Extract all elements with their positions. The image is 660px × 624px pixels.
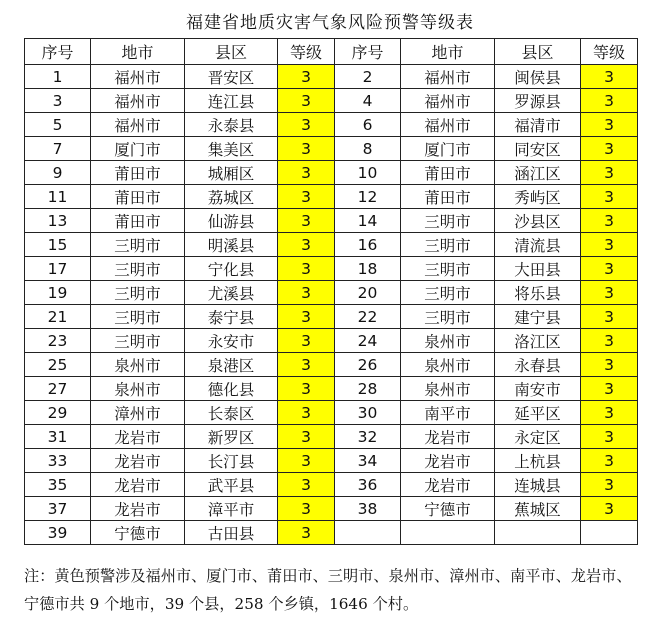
- level-cell: 3: [278, 473, 335, 497]
- city-cell: 三明市: [91, 233, 185, 257]
- row-number-cell: 23: [25, 329, 91, 353]
- row-number-cell: 15: [25, 233, 91, 257]
- city-cell: 泉州市: [91, 353, 185, 377]
- level-cell: 3: [278, 89, 335, 113]
- county-cell: 洛江区: [495, 329, 581, 353]
- table-row: [25, 449, 638, 473]
- county-cell: 晋安区: [185, 65, 278, 89]
- warning-level-table: [24, 38, 638, 545]
- level-cell: 3: [278, 257, 335, 281]
- county-cell: 延平区: [495, 401, 581, 425]
- level-cell: 3: [278, 497, 335, 521]
- header-cell-level: 等级: [581, 39, 638, 65]
- county-cell: 武平县: [185, 473, 278, 497]
- footnote: 注：黄色预警涉及福州市、厦门市、莆田市、三明市、泉州市、漳州市、南平市、龙岩市、宁德市共 9 个地市，39 个县，258 个乡镇，1646 个村。: [24, 567, 632, 613]
- level-cell: 3: [581, 401, 638, 425]
- city-cell: 厦门市: [401, 137, 495, 161]
- city-cell: 福州市: [91, 89, 185, 113]
- level-cell: 3: [278, 449, 335, 473]
- table-row: [25, 113, 638, 137]
- city-cell: 莆田市: [91, 185, 185, 209]
- level-cell: 3: [581, 353, 638, 377]
- table-row: [25, 521, 638, 545]
- row-number-cell: 6: [335, 113, 401, 137]
- table-row: [25, 185, 638, 209]
- row-number-cell: 10: [335, 161, 401, 185]
- city-cell: 泉州市: [401, 329, 495, 353]
- county-cell: 永定区: [495, 425, 581, 449]
- level-cell: 3: [278, 161, 335, 185]
- level-cell: 3: [278, 425, 335, 449]
- row-number-cell: 13: [25, 209, 91, 233]
- level-cell: 3: [581, 209, 638, 233]
- city-cell: 泉州市: [401, 377, 495, 401]
- city-cell: 三明市: [401, 233, 495, 257]
- city-cell: 龙岩市: [401, 473, 495, 497]
- level-cell: 3: [278, 65, 335, 89]
- city-cell: 莆田市: [91, 209, 185, 233]
- header-cell-level: 等级: [278, 39, 335, 65]
- level-cell: [581, 521, 638, 545]
- level-cell: 3: [278, 353, 335, 377]
- table-row: [25, 425, 638, 449]
- table-row: [25, 305, 638, 329]
- county-cell: 永春县: [495, 353, 581, 377]
- table-row: [25, 329, 638, 353]
- level-cell: 3: [278, 377, 335, 401]
- county-cell: 南安市: [495, 377, 581, 401]
- level-cell: 3: [278, 209, 335, 233]
- table-row: [25, 401, 638, 425]
- level-cell: 3: [581, 497, 638, 521]
- table-row: [25, 281, 638, 305]
- table-body: [25, 65, 638, 545]
- level-cell: 3: [581, 89, 638, 113]
- table-row: [25, 209, 638, 233]
- county-cell: 大田县: [495, 257, 581, 281]
- city-cell: [401, 521, 495, 545]
- header-cell-city: 地市: [91, 39, 185, 65]
- table-row: [25, 161, 638, 185]
- city-cell: 泉州市: [91, 377, 185, 401]
- county-cell: 蕉城区: [495, 497, 581, 521]
- row-number-cell: 21: [25, 305, 91, 329]
- row-number-cell: 17: [25, 257, 91, 281]
- header-cell-no: 序号: [335, 39, 401, 65]
- city-cell: 三明市: [401, 305, 495, 329]
- level-cell: 3: [581, 377, 638, 401]
- row-number-cell: 12: [335, 185, 401, 209]
- header-cell-no: 序号: [25, 39, 91, 65]
- row-number-cell: 3: [25, 89, 91, 113]
- row-number-cell: 24: [335, 329, 401, 353]
- row-number-cell: 34: [335, 449, 401, 473]
- county-cell: 漳平市: [185, 497, 278, 521]
- row-number-cell: 19: [25, 281, 91, 305]
- row-number-cell: 16: [335, 233, 401, 257]
- county-cell: 闽侯县: [495, 65, 581, 89]
- row-number-cell: 5: [25, 113, 91, 137]
- level-cell: 3: [581, 281, 638, 305]
- level-cell: 3: [278, 113, 335, 137]
- table-title: 福建省地质灾害气象风险预警等级表: [186, 13, 474, 33]
- county-cell: 将乐县: [495, 281, 581, 305]
- level-cell: 3: [581, 449, 638, 473]
- row-number-cell: 7: [25, 137, 91, 161]
- county-cell: 涵江区: [495, 161, 581, 185]
- county-cell: 明溪县: [185, 233, 278, 257]
- county-cell: 泰宁县: [185, 305, 278, 329]
- city-cell: 福州市: [401, 113, 495, 137]
- county-cell: 上杭县: [495, 449, 581, 473]
- county-cell: 罗源县: [495, 89, 581, 113]
- row-number-cell: 32: [335, 425, 401, 449]
- level-cell: 3: [581, 113, 638, 137]
- city-cell: 龙岩市: [401, 449, 495, 473]
- county-cell: 建宁县: [495, 305, 581, 329]
- row-number-cell: 28: [335, 377, 401, 401]
- county-cell: 泉港区: [185, 353, 278, 377]
- county-cell: [495, 521, 581, 545]
- row-number-cell: 1: [25, 65, 91, 89]
- table-row: [25, 377, 638, 401]
- table-row: [25, 353, 638, 377]
- county-cell: 同安区: [495, 137, 581, 161]
- county-cell: 清流县: [495, 233, 581, 257]
- city-cell: 福州市: [91, 65, 185, 89]
- city-cell: 龙岩市: [91, 425, 185, 449]
- city-cell: 三明市: [401, 281, 495, 305]
- level-cell: 3: [581, 161, 638, 185]
- level-cell: 3: [581, 185, 638, 209]
- level-cell: 3: [581, 305, 638, 329]
- table-row: [25, 137, 638, 161]
- city-cell: 龙岩市: [91, 497, 185, 521]
- city-cell: 南平市: [401, 401, 495, 425]
- row-number-cell: 27: [25, 377, 91, 401]
- city-cell: 厦门市: [91, 137, 185, 161]
- row-number-cell: 20: [335, 281, 401, 305]
- city-cell: 龙岩市: [401, 425, 495, 449]
- city-cell: 三明市: [91, 257, 185, 281]
- city-cell: 三明市: [401, 209, 495, 233]
- county-cell: 长汀县: [185, 449, 278, 473]
- level-cell: 3: [278, 521, 335, 545]
- city-cell: 莆田市: [91, 161, 185, 185]
- county-cell: 沙县区: [495, 209, 581, 233]
- level-cell: 3: [278, 329, 335, 353]
- city-cell: 福州市: [91, 113, 185, 137]
- city-cell: 莆田市: [401, 185, 495, 209]
- row-number-cell: 9: [25, 161, 91, 185]
- header-cell-county: 县区: [495, 39, 581, 65]
- row-number-cell: 25: [25, 353, 91, 377]
- county-cell: 仙游县: [185, 209, 278, 233]
- city-cell: 漳州市: [91, 401, 185, 425]
- row-number-cell: 4: [335, 89, 401, 113]
- level-cell: 3: [581, 257, 638, 281]
- level-cell: 3: [581, 329, 638, 353]
- row-number-cell: 36: [335, 473, 401, 497]
- table-row: [25, 65, 638, 89]
- row-number-cell: [335, 521, 401, 545]
- county-cell: 秀屿区: [495, 185, 581, 209]
- level-cell: 3: [581, 137, 638, 161]
- header-cell-city: 地市: [401, 39, 495, 65]
- city-cell: 泉州市: [401, 353, 495, 377]
- city-cell: 三明市: [91, 305, 185, 329]
- row-number-cell: 38: [335, 497, 401, 521]
- city-cell: 三明市: [91, 329, 185, 353]
- table-row: [25, 89, 638, 113]
- level-cell: 3: [581, 473, 638, 497]
- city-cell: 三明市: [401, 257, 495, 281]
- county-cell: 尤溪县: [185, 281, 278, 305]
- row-number-cell: 39: [25, 521, 91, 545]
- city-cell: 莆田市: [401, 161, 495, 185]
- county-cell: 宁化县: [185, 257, 278, 281]
- level-cell: 3: [278, 305, 335, 329]
- county-cell: 福清市: [495, 113, 581, 137]
- table-row: [25, 233, 638, 257]
- row-number-cell: 14: [335, 209, 401, 233]
- county-cell: 连城县: [495, 473, 581, 497]
- row-number-cell: 8: [335, 137, 401, 161]
- header-row: [25, 39, 638, 65]
- table-row: [25, 497, 638, 521]
- row-number-cell: 31: [25, 425, 91, 449]
- level-cell: 3: [278, 233, 335, 257]
- level-cell: 3: [581, 233, 638, 257]
- city-cell: 宁德市: [91, 521, 185, 545]
- city-cell: 宁德市: [401, 497, 495, 521]
- county-cell: 集美区: [185, 137, 278, 161]
- header-cell-county: 县区: [185, 39, 278, 65]
- city-cell: 龙岩市: [91, 473, 185, 497]
- level-cell: 3: [278, 281, 335, 305]
- row-number-cell: 22: [335, 305, 401, 329]
- county-cell: 永安市: [185, 329, 278, 353]
- row-number-cell: 37: [25, 497, 91, 521]
- row-number-cell: 18: [335, 257, 401, 281]
- county-cell: 城厢区: [185, 161, 278, 185]
- city-cell: 三明市: [91, 281, 185, 305]
- county-cell: 长泰区: [185, 401, 278, 425]
- level-cell: 3: [581, 425, 638, 449]
- row-number-cell: 2: [335, 65, 401, 89]
- county-cell: 连江县: [185, 89, 278, 113]
- county-cell: 古田县: [185, 521, 278, 545]
- row-number-cell: 30: [335, 401, 401, 425]
- level-cell: 3: [278, 401, 335, 425]
- row-number-cell: 11: [25, 185, 91, 209]
- row-number-cell: 33: [25, 449, 91, 473]
- row-number-cell: 29: [25, 401, 91, 425]
- county-cell: 德化县: [185, 377, 278, 401]
- level-cell: 3: [581, 65, 638, 89]
- row-number-cell: 35: [25, 473, 91, 497]
- county-cell: 永泰县: [185, 113, 278, 137]
- table-row: [25, 257, 638, 281]
- city-cell: 龙岩市: [91, 449, 185, 473]
- city-cell: 福州市: [401, 89, 495, 113]
- table-row: [25, 473, 638, 497]
- row-number-cell: 26: [335, 353, 401, 377]
- county-cell: 荔城区: [185, 185, 278, 209]
- level-cell: 3: [278, 185, 335, 209]
- level-cell: 3: [278, 137, 335, 161]
- county-cell: 新罗区: [185, 425, 278, 449]
- city-cell: 福州市: [401, 65, 495, 89]
